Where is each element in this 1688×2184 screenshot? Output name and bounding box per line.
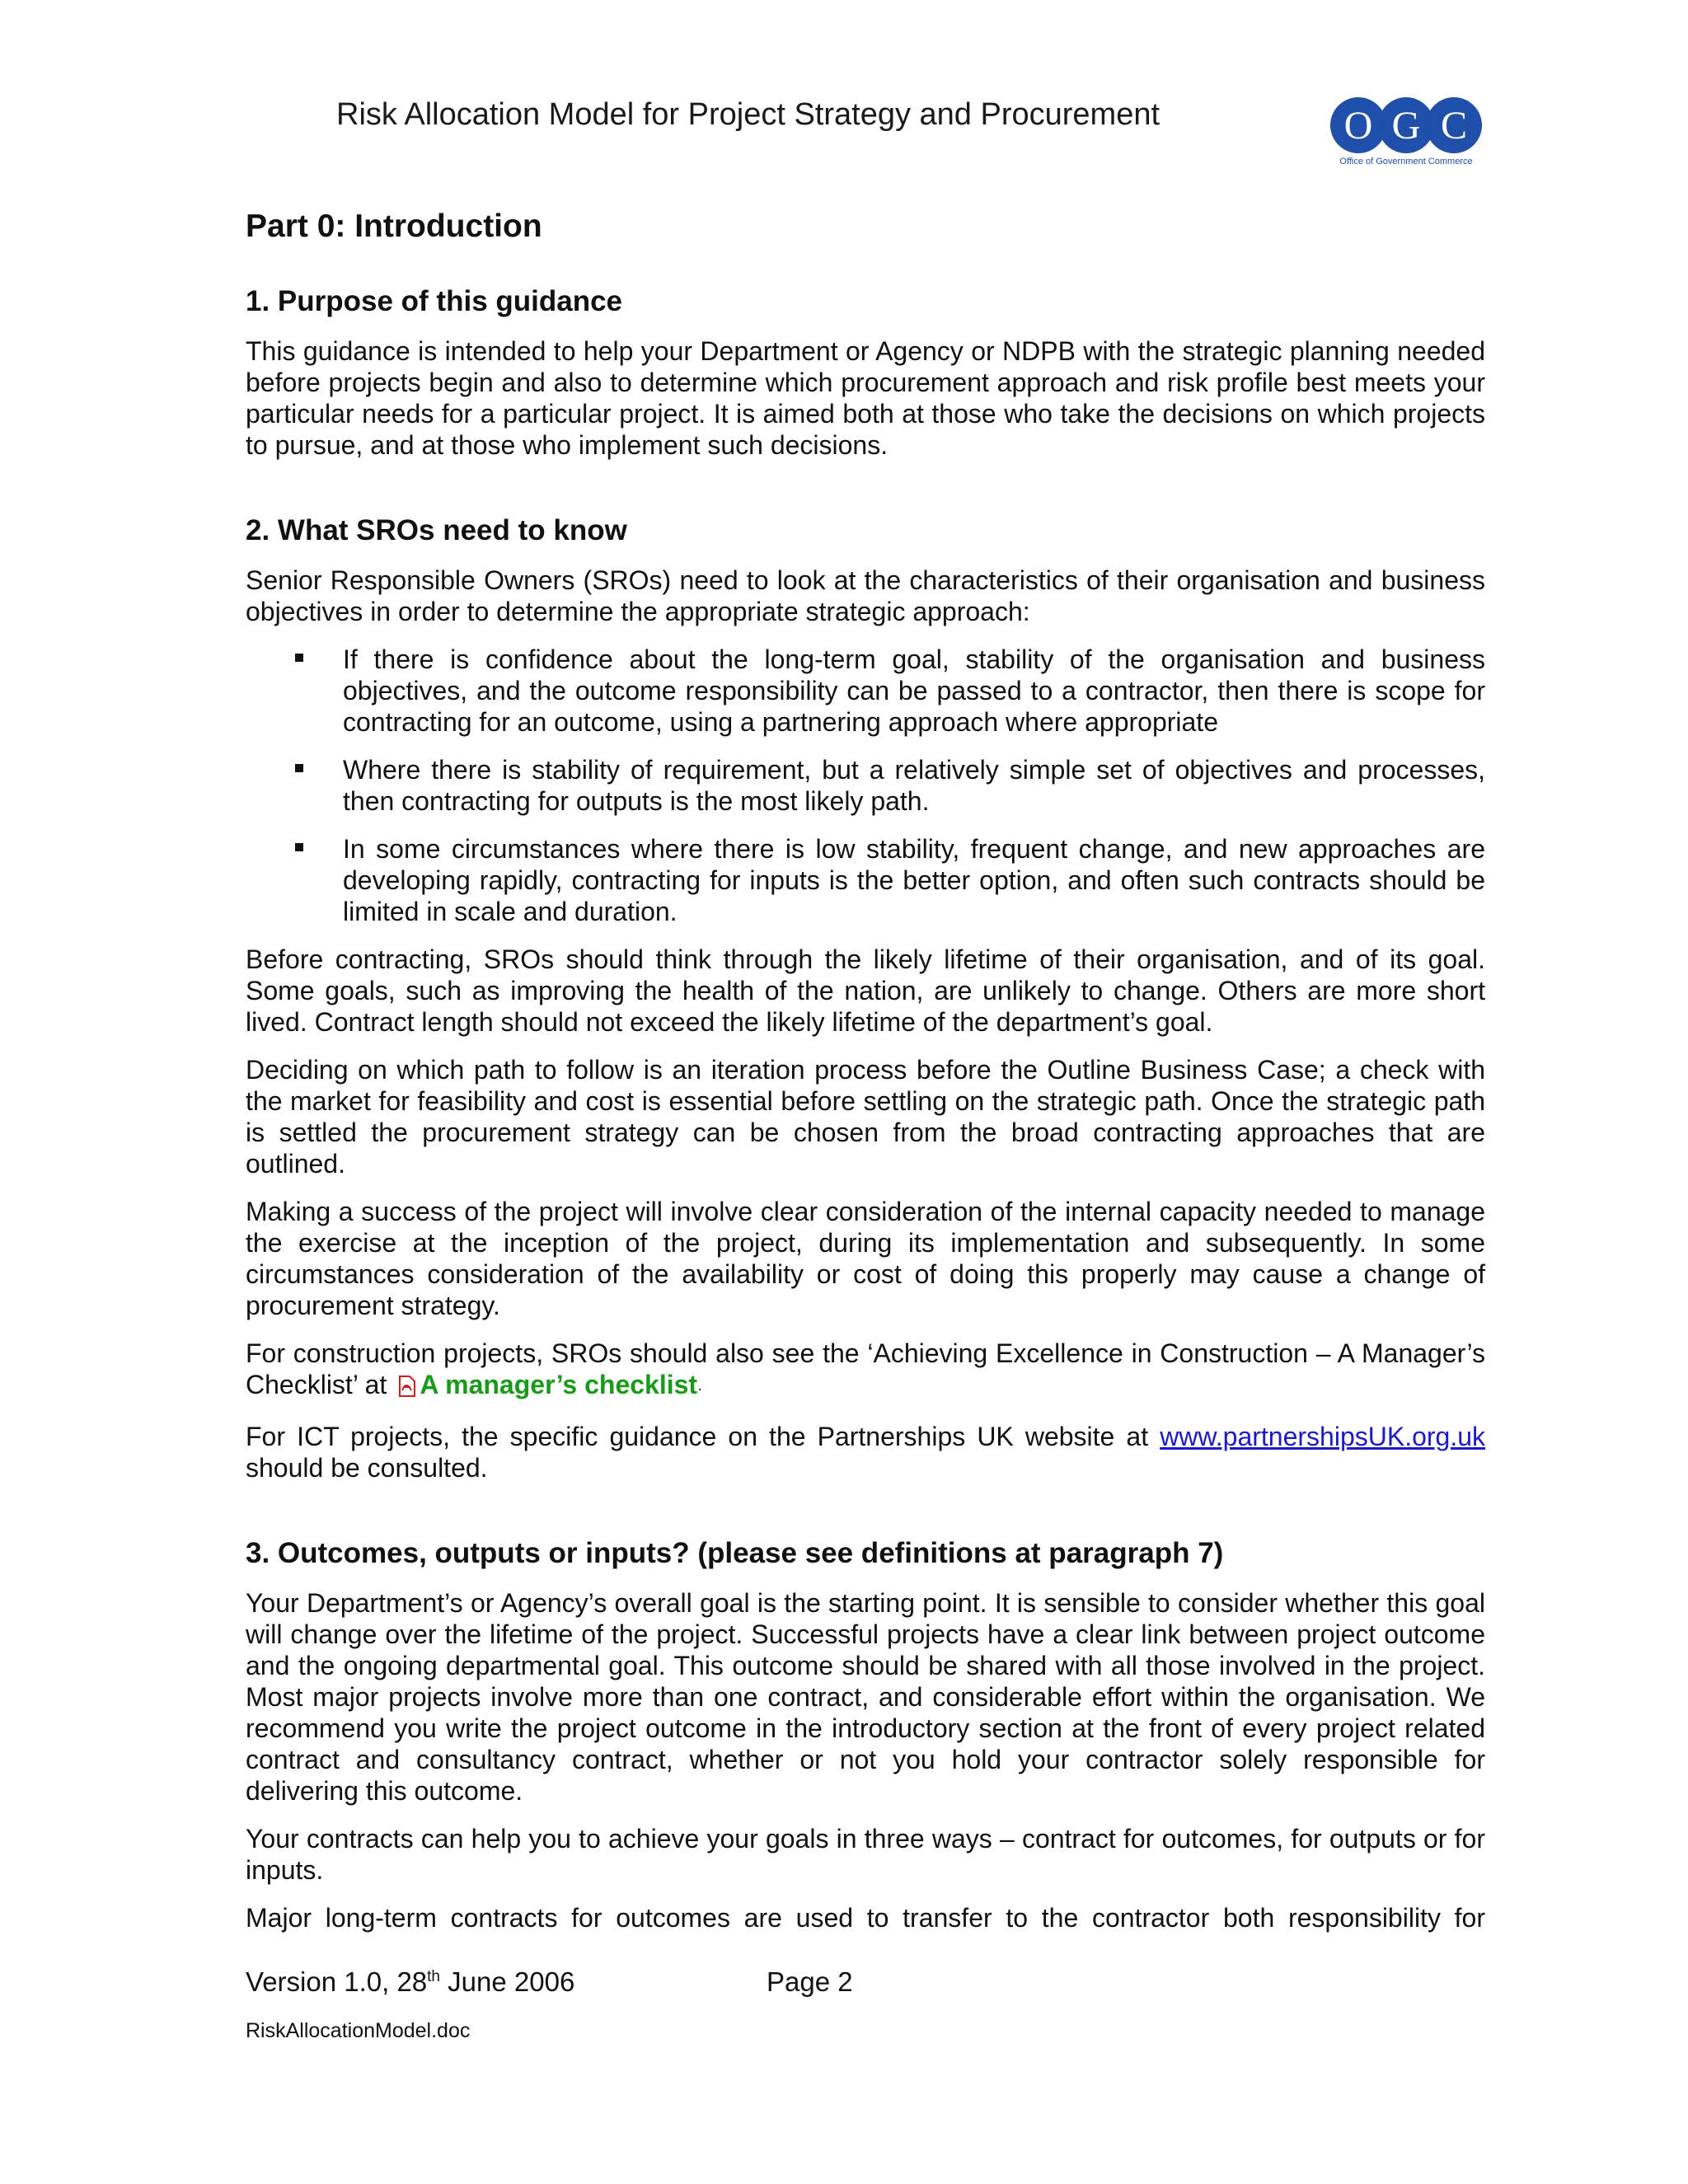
ict-paragraph: For ICT projects, the specific guidance on the Partnerships UK website at www.partnershipsUK.org.uk should be consulted. [246,1421,1486,1483]
footer-filename: RiskAllocationModel.doc [246,2019,471,2042]
section-3-heading: 3. Outcomes, outputs or inputs? (please see definitions at paragraph 7) [246,1536,1224,1569]
bullet-icon [295,764,303,772]
internal-capacity-paragraph: Making a success of the project will involve clear consideration of the internal capacity needed to manage the exercise at the inception of the project, during its implementation and subsequently. In some circumstances consideration of the availability or cost of doing this properly may cause a change of procurement strategy. [246,1196,1485,1320]
section-1-heading: 1. Purpose of this guidance [246,284,623,317]
managers-checklist-link[interactable]: A manager’s checklist [420,1369,698,1399]
lifetime-paragraph: Before contracting, SROs should think through the likely lifetime of their organisation, and of its goal. Some goals, such as improving the health of the nation, are unlikely to change. Others are more short lived. Contract length should not exceed the likely lifetime of the department’s goal. [246,944,1485,1037]
footer-page-number: Page 2 [767,1966,853,1997]
partnerships-uk-link[interactable]: www.partnershipsUK.org.uk [1160,1421,1486,1451]
section-3-paragraph-1: Your Department’s or Agency’s overall goal is the starting point. It is sensible to consider whether this goal will change over the lifetime of the project. Successful projects have a clear link between project outcome and the ongoing departmental goal. This outcome should be shared with all those involved in the project. Most major projects involve more than one contract, and considerable effort within the organisation. We recommend you write the project outcome in the introductory section at the front of every project related contract and consultancy contract, whether or not you hold your contractor solely responsible for delivering this outcome. [246,1587,1485,1806]
list-item: In some circumstances where there is low stability, frequent change, and new approaches are developing rapidly, contracting for inputs is the better option, and often such contracts should be limited in scale and duration. [246,833,1485,927]
document-header-title: Risk Allocation Model for Project Strategy and Procurement [336,97,1160,132]
bullet-icon [295,654,303,662]
section-3-paragraph-2: Your contracts can help you to achieve your goals in three ways – contract for outcomes, for outputs or for inputs. [246,1823,1485,1885]
section-3-paragraph-3: Major long-term contracts for outcomes are used to transfer to the contractor both responsibility for [246,1902,1485,1933]
construction-paragraph: For construction projects, SROs should also see the ‘Achieving Excellence in Construction – A Manager’s Checklist’ at A manager’s checklist· [246,1338,1485,1404]
list-item: If there is confidence about the long-term goal, stability of the organisation and business objectives, and the outcome responsibility can be passed to a contractor, then there is scope for contracting for an outcome, using a partnering approach where appropriate [246,644,1485,738]
svg-text:G: G [1391,104,1421,148]
bullet-icon [295,843,303,851]
svg-text:C: C [1440,104,1468,148]
strategy-bullet-list [246,644,1485,927]
checklist-trailing-mark: · [697,1380,703,1397]
svg-text:O: O [1343,104,1373,148]
list-item: Where there is stability of requirement, but a relatively simple set of objectives and processes, then contracting for outputs is the most likely path. [246,754,1485,817]
part-title: Part 0: Introduction [246,209,542,244]
pdf-icon [398,1372,416,1404]
section-1-paragraph: This guidance is intended to help your Department or Agency or NDPB with the strategic planning needed before projects begin and also to determine which procurement approach and risk profile best meets your particular needs for a particular project. It is aimed both at those who take the decisions on which projects to pursue, and at those who implement such decisions. [246,335,1485,460]
ogc-logo [1329,96,1484,171]
ogc-logo-subtext: Office of Government Commerce [1339,157,1473,166]
section-2-intro: Senior Responsible Owners (SROs) need to look at the characteristics of their organisation and business objectives in order to determine the appropriate strategic approach: [246,565,1485,626]
section-2-heading: 2. What SROs need to know [246,513,627,546]
footer-version: Version 1.0, 28th June 2006 [246,1966,575,1997]
strategic-path-paragraph: Deciding on which path to follow is an iteration process before the Outline Business Case; a check with the market for feasibility and cost is essential before settling on the strategic path. Once the strategic path is settled the procurement strategy can be chosen from the broad contracting approaches that are outlined. [246,1054,1485,1179]
document-body [246,208,1485,1950]
